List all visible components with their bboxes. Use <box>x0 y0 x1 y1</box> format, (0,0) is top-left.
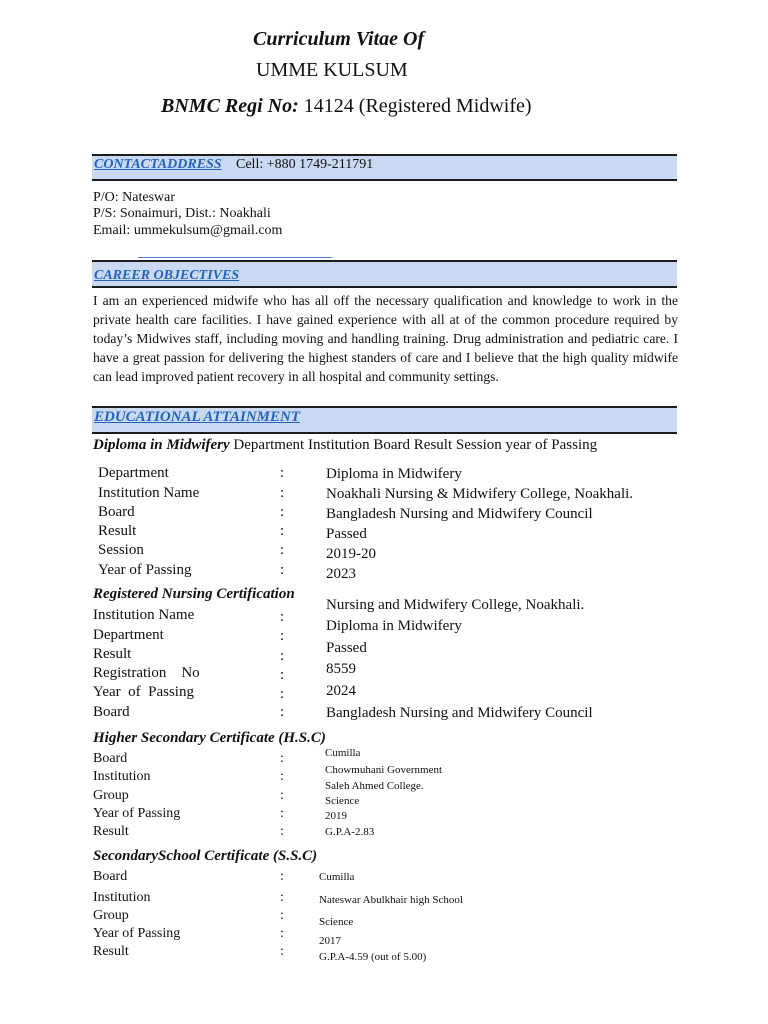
row-label: Result <box>93 944 129 959</box>
row-label: Year of Passing <box>98 562 192 578</box>
hsc-label: Result <box>93 824 129 839</box>
row-label: Year of Passing <box>93 926 181 941</box>
table-row <box>93 869 543 885</box>
hsc-value: G.P.A-2.83 <box>325 826 375 838</box>
row-label: Registration No <box>93 665 200 681</box>
table-row <box>98 542 698 562</box>
contact-cell: Cell: +880 1749-211791 <box>236 157 374 172</box>
row-value: Science <box>319 916 354 928</box>
row-colon: : <box>280 869 284 884</box>
education-band <box>92 406 677 434</box>
table-row <box>93 640 693 664</box>
row-colon: : <box>280 944 284 959</box>
row-value: Passed <box>326 526 367 542</box>
row-colon: : <box>280 628 285 644</box>
hsc-value: Saleh Ahmed College. <box>325 780 424 792</box>
row-colon: : <box>280 485 285 501</box>
row-label: Board <box>93 869 128 884</box>
row-value: G.P.A-4.59 (out of 5.00) <box>319 951 427 963</box>
row-colon: : <box>280 686 285 702</box>
row-value: 2023 <box>326 566 356 582</box>
row-value: 2017 <box>319 935 341 947</box>
contact-band <box>92 154 677 181</box>
row-label: Institution Name <box>93 607 195 623</box>
hsc-label: Group <box>93 788 129 803</box>
row-value: 2024 <box>326 683 356 699</box>
table-row <box>93 926 543 947</box>
divider-line <box>138 257 332 258</box>
hsc-table <box>93 747 543 843</box>
row-value: Cumilla <box>319 871 355 883</box>
row-label: Department <box>93 627 164 643</box>
table-row <box>93 684 693 701</box>
row-colon: : <box>280 824 284 839</box>
career-band <box>92 260 677 288</box>
row-label: Institution Name <box>98 485 200 501</box>
rnc-table <box>93 597 693 725</box>
table-row <box>98 485 698 502</box>
hsc-value: Cumilla <box>325 747 361 759</box>
row-colon: : <box>280 806 284 821</box>
diploma-heading <box>93 437 597 454</box>
row-value: 2019-20 <box>326 546 376 562</box>
career-heading: CAREER OBJECTIVES <box>94 268 240 283</box>
table-row <box>93 661 693 683</box>
row-colon: : <box>280 890 284 905</box>
hsc-label: Institution <box>93 769 151 784</box>
education-heading: EDUCATIONAL ATTAINMENT <box>94 409 301 425</box>
row-value: Bangladesh Nursing and Midwifery Council <box>326 705 593 721</box>
row-label: Institution <box>93 890 151 905</box>
row-colon: : <box>280 609 285 625</box>
row-value: Noakhali Nursing & Midwifery College, Noakhali. <box>326 486 634 502</box>
contact-ps: P/S: Sonaimuri, Dist.: Noakhali <box>93 206 271 221</box>
row-value: Nateswar Abulkhair high School <box>319 894 463 906</box>
table-row <box>98 504 698 521</box>
cv-title: Curriculum Vitae Of <box>253 28 425 50</box>
row-value: Passed <box>326 640 367 656</box>
row-label: Year of Passing <box>93 684 194 700</box>
row-label: Session <box>98 542 144 558</box>
row-value: Diploma in Midwifery <box>326 466 462 482</box>
row-value: Nursing and Midwifery College, Noakhali. <box>326 597 585 613</box>
candidate-name: UMME KULSUM <box>256 59 408 81</box>
row-colon: : <box>280 504 285 520</box>
row-value: 8559 <box>326 661 356 677</box>
row-label: Group <box>93 908 129 923</box>
diploma-title: Diploma in Midwifery <box>93 437 230 453</box>
row-colon: : <box>280 788 284 803</box>
hsc-value: Chowmuhani Government <box>325 764 443 776</box>
registration-value: 14124 (Registered Midwife) <box>298 95 532 117</box>
diploma-subtitle: Department Institution Board Result Session year of Passing <box>229 437 598 453</box>
hsc-label: Year of Passing <box>93 806 181 821</box>
contact-email: Email: ummekulsum@gmail.com <box>93 223 283 238</box>
contact-heading: CONTACTADDRESS <box>94 157 222 172</box>
hsc-label: Board <box>93 751 128 766</box>
table-row <box>98 465 698 482</box>
row-colon: : <box>280 648 285 664</box>
row-colon: : <box>280 751 284 766</box>
table-row <box>93 618 693 644</box>
contact-po: P/O: Nateswar <box>93 190 176 205</box>
table-row <box>93 908 543 928</box>
row-colon: : <box>280 908 284 923</box>
hsc-value: Science <box>325 795 360 807</box>
registration-label: BNMC Regi No: <box>161 95 299 117</box>
row-colon: : <box>280 704 285 720</box>
diploma-table <box>98 465 698 589</box>
ssc-table <box>93 869 543 964</box>
ssc-title: SecondarySchool Certificate (S.S.C) <box>93 848 318 864</box>
row-colon: : <box>280 667 285 683</box>
table-row <box>93 890 543 906</box>
career-text: I am an experienced midwife who has all off the necessary qualification and knowledge to work in the private health care facilities. I have gained experience with all at of the common procedure required by today’s Midwives staff, including moving and handling training. Drug administration and pediatric care. I have a great passion for delivering the highest standers of care and I believe that the high quality midwife can lead improved patient recovery in all hospital and community settings. <box>93 293 678 384</box>
registration-line <box>161 95 532 118</box>
hsc-title: Higher Secondary Certificate (H.S.C) <box>93 730 326 746</box>
table-row <box>98 523 698 540</box>
table-row <box>93 944 543 963</box>
row-colon: : <box>280 562 285 578</box>
row-colon: : <box>280 523 285 539</box>
row-colon: : <box>280 542 285 558</box>
row-label: Board <box>93 704 130 720</box>
row-colon: : <box>280 465 285 481</box>
row-value: Diploma in Midwifery <box>326 618 462 634</box>
row-colon: : <box>280 769 284 784</box>
row-label: Department <box>98 465 169 481</box>
table-row <box>93 704 693 721</box>
row-label: Result <box>93 646 132 662</box>
row-colon: : <box>280 926 284 941</box>
row-label: Result <box>98 523 137 539</box>
table-row <box>98 562 698 582</box>
row-value: Bangladesh Nursing and Midwifery Council <box>326 506 593 522</box>
hsc-value: 2019 <box>325 810 347 822</box>
row-label: Board <box>98 504 135 520</box>
rnc-title: Registered Nursing Certification <box>93 586 295 602</box>
